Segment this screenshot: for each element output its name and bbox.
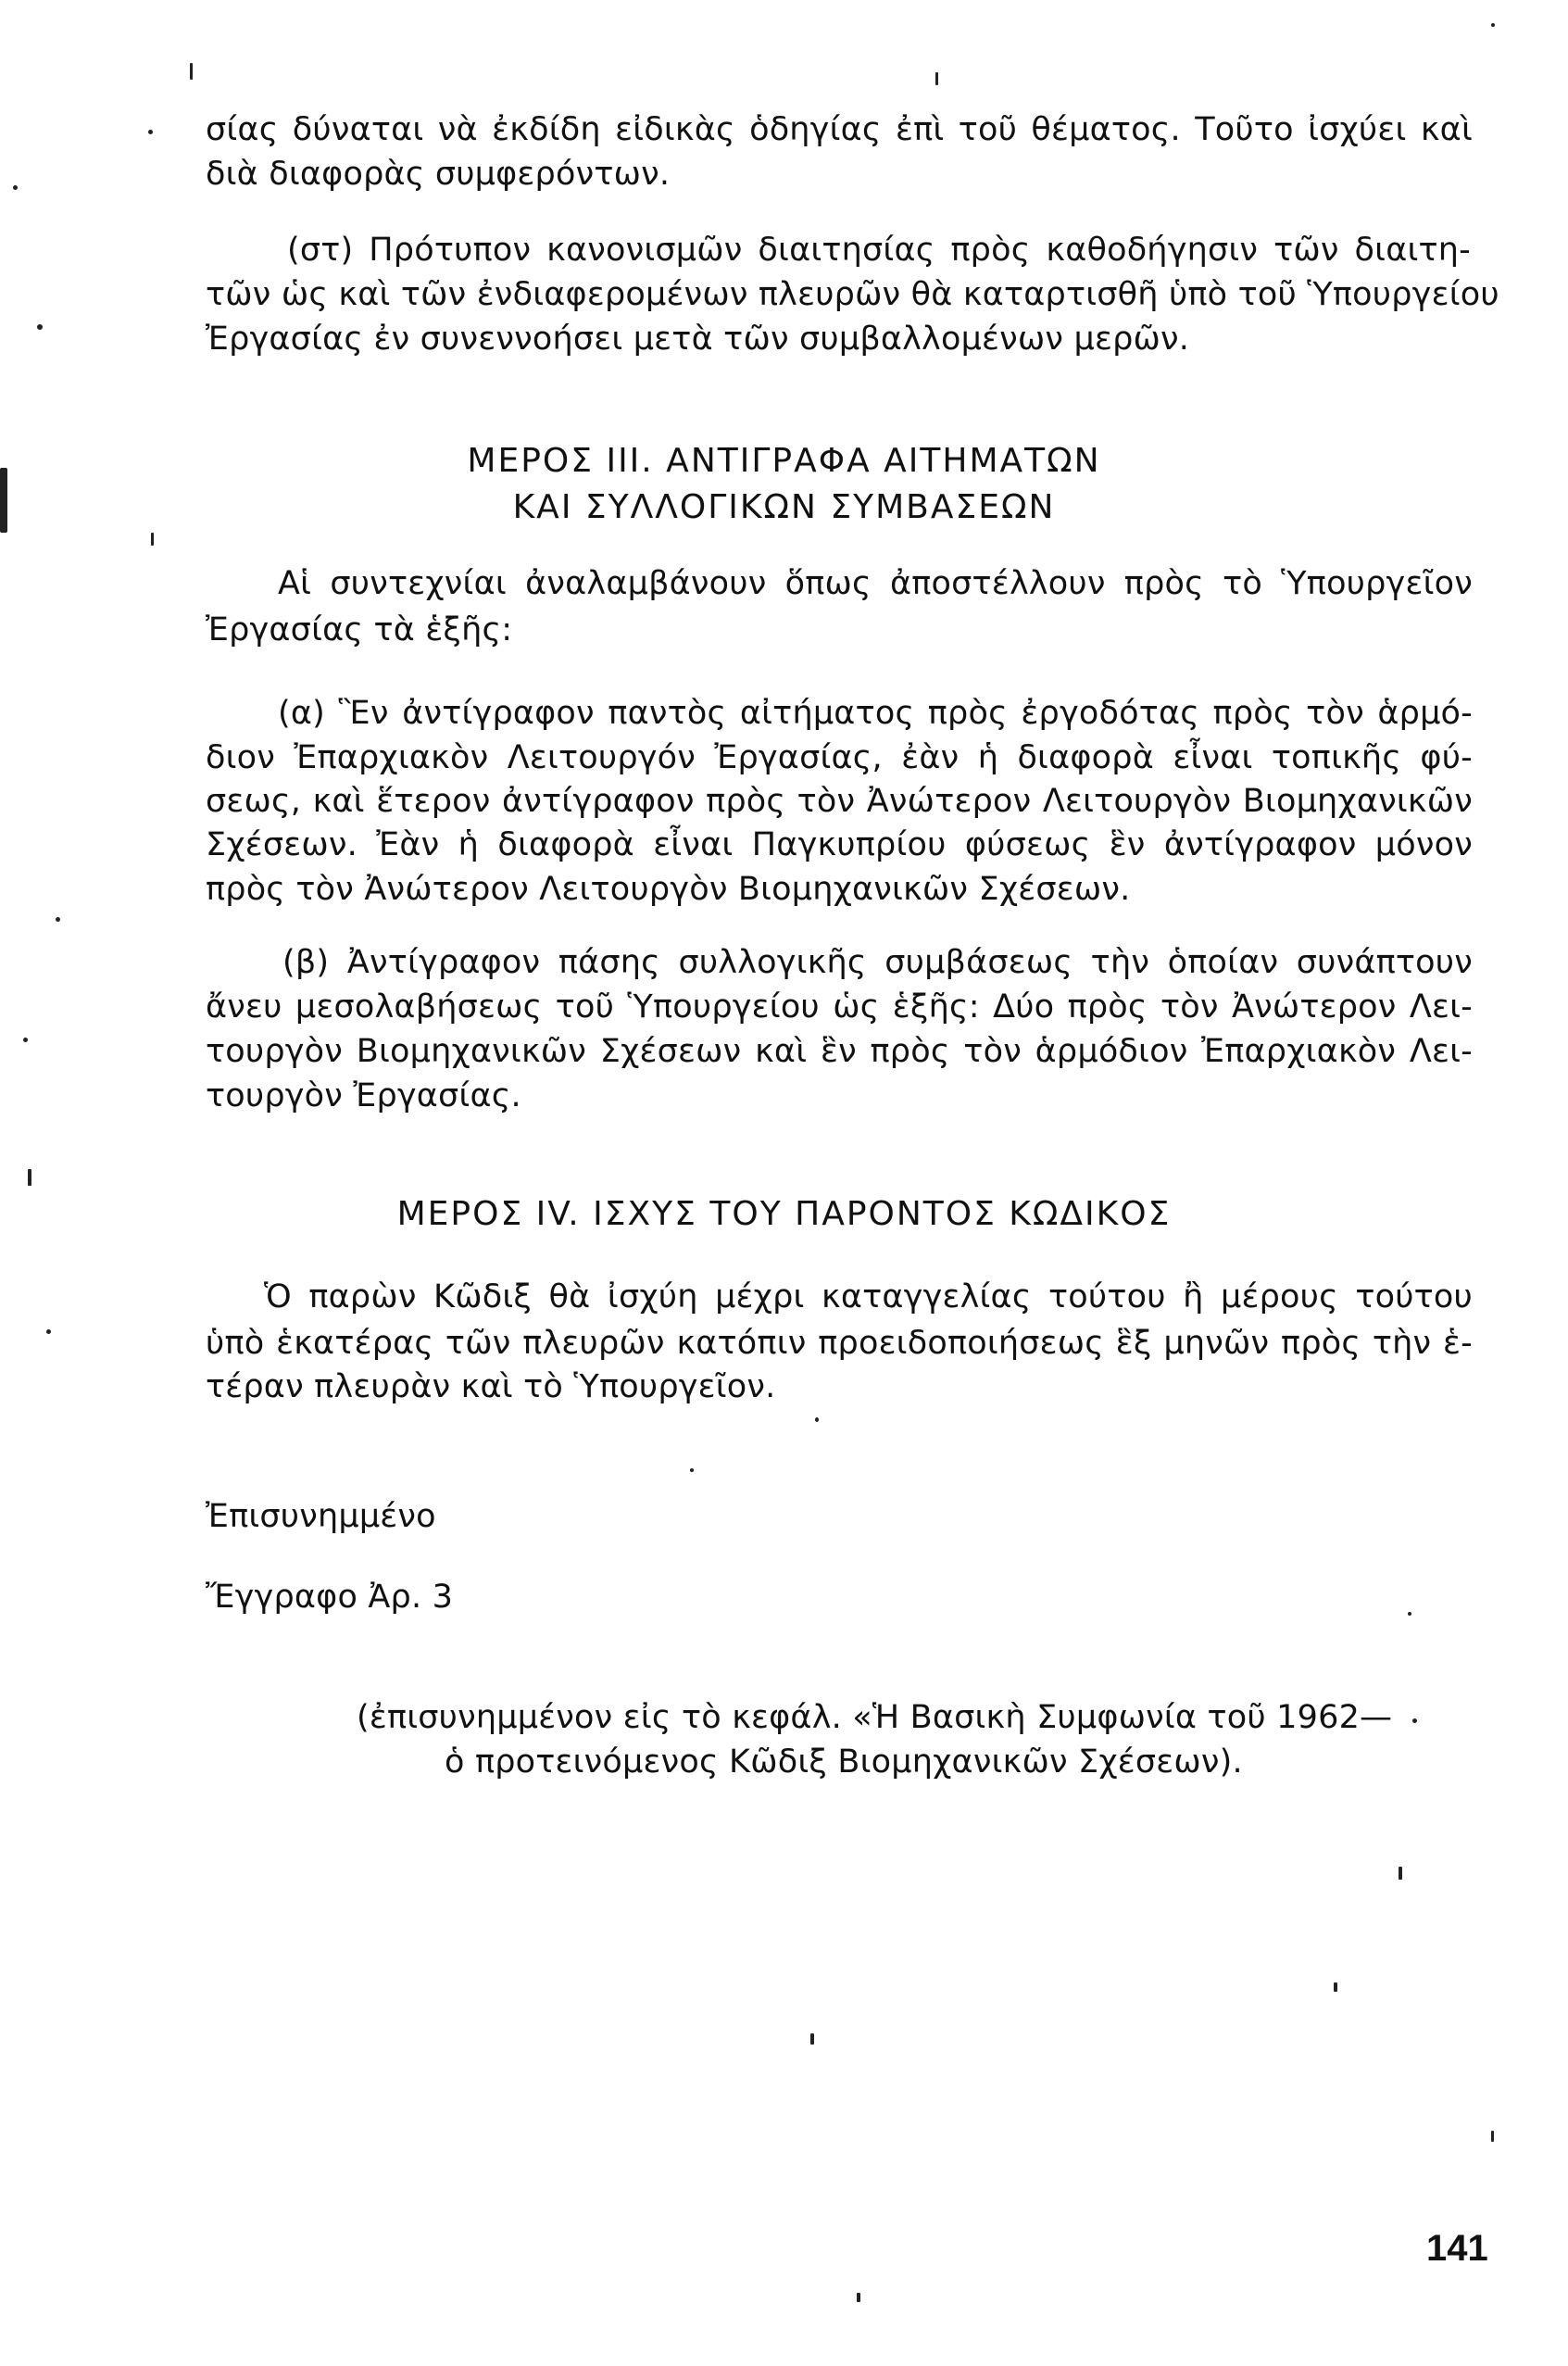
body-line: σίας δύναται νὰ ἐκδίδη εἰδικὰς ὁδηγίας ἐπὶ τοῦ θέματος. Τοῦτο ἰσχύει καὶ <box>206 111 1473 148</box>
scan-speck <box>810 2033 814 2045</box>
scan-speck <box>857 2293 860 2302</box>
scan-speck <box>1491 23 1495 27</box>
paragraph-st-line: Ἐργασίας ἐν συνεννοήσει μετὰ τῶν συμβαλλομένων μερῶν. <box>206 321 1190 358</box>
scan-speck <box>1334 1982 1337 1992</box>
scan-speck <box>190 63 193 80</box>
section-heading-part-4: ΜΕΡΟΣ ΙV. ΙΣΧΥΣ ΤΟΥ ΠΑΡΟΝΤΟΣ ΚΩΔΙΚΟΣ <box>396 1195 1172 1233</box>
paragraph-a-line: (α) Ἓν ἀντίγραφον παντὸς αἰτήματος πρὸς ἐργοδότας πρὸς τὸν ἁρμό- <box>278 695 1473 732</box>
section-heading-part-3-sub: ΚΑΙ ΣΥΛΛΟΓΙΚΩΝ ΣΥΜΒΑΣΕΩΝ <box>512 488 1056 526</box>
paragraph-a-line: διον Ἐπαρχιακὸν Λειτουργόν Ἐργασίας, ἐὰν ἡ διαφορὰ εἶναι τοπικῆς φύ- <box>206 739 1473 776</box>
validity-line: Ὁ παρὼν Κῶδιξ θὰ ἰσχύη μέχρι καταγγελίας τούτου ἢ μέρους τούτου <box>264 1278 1473 1315</box>
section-heading-part-3: ΜΕΡΟΣ ΙΙΙ. ΑΝΤΙΓΡΑΦΑ ΑΙΤΗΜΑΤΩΝ <box>467 442 1101 480</box>
paragraph-b-line: ἄνευ μεσολαβήσεως τοῦ Ὑπουργείου ὡς ἑξῆς: Δύο πρὸς τὸν Ἀνώτερον Λει- <box>206 988 1473 1026</box>
scan-speck <box>37 324 43 330</box>
scan-speck <box>1399 1867 1402 1880</box>
scan-speck <box>56 917 60 922</box>
scan-speck <box>1491 2131 1494 2142</box>
paragraph-st-line: (στ) Πρότυπον κανονισμῶν διαιτησίας πρὸς καθοδήγησιν τῶν διαιτη- <box>287 232 1471 269</box>
intro-line: Αἱ συντεχνίαι ἀναλαμβάνουν ὅπως ἀποστέλλουν πρὸς τὸ Ὑπουργεῖον <box>278 565 1473 602</box>
paragraph-a-line: πρὸς τὸν Ἀνώτερον Λειτουργὸν Βιομηχανικῶν Σχέσεων. <box>206 871 1131 908</box>
paragraph-b-line: τουργὸν Βιομηχανικῶν Σχέσεων καὶ ἓν πρὸς τὸν ἁρμόδιον Ἐπαρχιακὸν Λει- <box>206 1033 1473 1070</box>
document-number: Ἔγγραφο Ἀρ. 3 <box>206 1579 454 1616</box>
caption-line: (ἐπισυνημμένον εἰς τὸ κεφάλ. «Ἡ Βασικὴ Συμφωνία τοῦ 1962— <box>357 1699 1393 1736</box>
page-number: 141 <box>1426 2228 1488 2269</box>
paragraph-a-line: σεως, καὶ ἕτερον ἀντίγραφον πρὸς τὸν Ἀνώτερον Λειτουργὸν Βιομηχανικῶν <box>206 783 1473 820</box>
scan-speck <box>46 1329 51 1334</box>
attached-label: Ἐπισυνημμένο <box>206 1498 436 1535</box>
scan-speck <box>13 185 18 190</box>
validity-line: ὑπὸ ἑκατέρας τῶν πλευρῶν κατόπιν προειδοποιήσεως ἓξ μηνῶν πρὸς τὴν ἑ- <box>206 1325 1473 1362</box>
scan-speck <box>151 533 154 546</box>
scan-speck <box>28 1169 31 1186</box>
scan-speck <box>815 1417 819 1422</box>
caption-line: ὁ προτεινόμενος Κῶδιξ Βιομηχανικῶν Σχέσεων). <box>445 1743 1243 1781</box>
paragraph-st-line: τῶν ὡς καὶ τῶν ἐνδιαφερομένων πλευρῶν θὰ καταρτισθῆ ὑπὸ τοῦ Ὑπουργείου <box>206 276 1499 313</box>
scan-speck <box>935 72 938 85</box>
scan-speck <box>690 1468 694 1472</box>
scan-speck <box>148 130 153 134</box>
paragraph-a-line: Σχέσεων. Ἐὰν ἡ διαφορὰ εἶναι Παγκυπρίου φύσεως ἓν ἀντίγραφον μόνον <box>206 826 1473 863</box>
scan-speck <box>1412 1718 1417 1723</box>
intro-line: Ἐργασίας τὰ ἑξῆς: <box>206 611 513 648</box>
validity-line: τέραν πλευρὰν καὶ τὸ Ὑπουργεῖον. <box>206 1368 776 1405</box>
scan-speck <box>0 468 7 533</box>
paragraph-b-line: τουργὸν Ἐργασίας. <box>206 1077 521 1114</box>
body-line: διὰ διαφορὰς συμφερόντων. <box>206 156 671 193</box>
scan-speck <box>1408 1612 1411 1616</box>
scan-speck <box>23 1038 28 1042</box>
paragraph-b-line: (β) Ἀντίγραφον πάσης συλλογικῆς συμβάσεως τὴν ὁποίαν συνάπτουν <box>282 944 1473 981</box>
